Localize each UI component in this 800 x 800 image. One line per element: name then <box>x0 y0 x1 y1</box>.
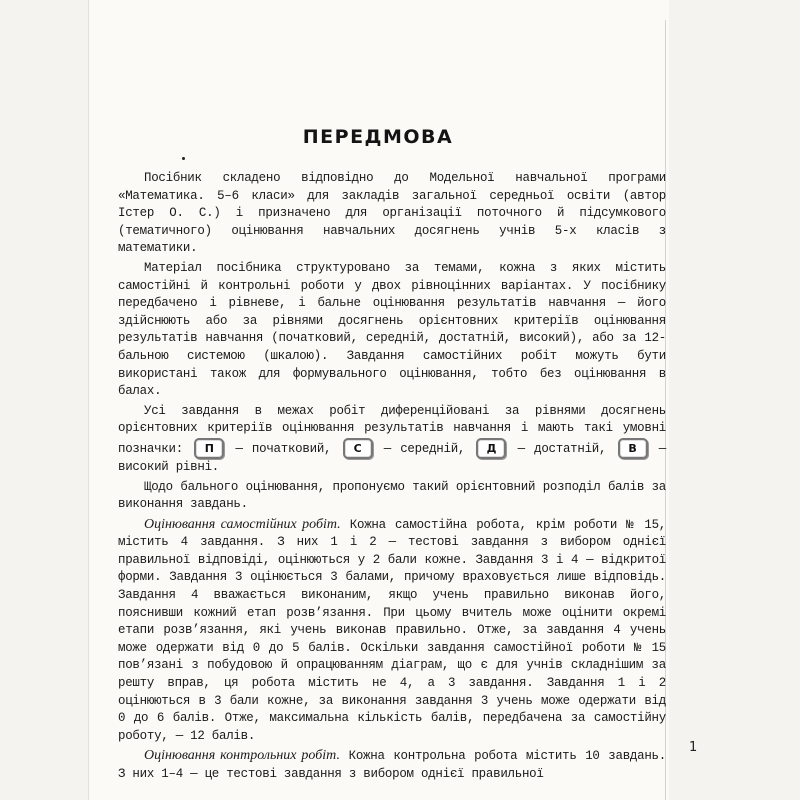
paragraph-3-text: Усі завдання в межах робіт диференційовані за рівнями досягнень орієнтовних критеріїв оцінювання результатів навчання і мають такі умовні позначки: <box>118 403 666 456</box>
level-badge-initial: П <box>194 438 224 459</box>
page-number: 1 <box>689 740 698 755</box>
paragraph-3 <box>118 403 666 477</box>
body-text <box>118 170 666 784</box>
level-badge-high: В <box>618 438 648 459</box>
paragraph-2: Матеріал посібника структуровано за темами, кожна з яких містить самостійні й контрольні роботи у двох рівноцінних варіантах. У посібнику передбачено і рівневе, і бальне оцінювання результатів навчання — його здійснюють або за рівнями досягнень орієнтовних критеріїв оцінювання результатів навчання (початковий, середній, достатній, високий), або за 12-бальною системою (шкалою). Завдання самостійних робіт можуть бути використані також для формувального оцінювання, тобто без оцінювання в балах. <box>118 260 666 399</box>
paragraph-5 <box>118 516 666 746</box>
paragraph-5-heading: Оцінювання самостійних робіт. <box>144 516 341 532</box>
paragraph-5-text: Кожна самостійна робота, крім роботи № 15, містить 4 завдання. З них 1 і 2 — тестові завдання з вибором однієї правильної відповіді, оцінюються у 2 бали кожне. Завдання 3 і 4 — відкритої форми. Завдання 3 оцінюється 3 балами, причому враховується лише відповідь. Завдання 4 вважається виконаним, якщо учень правильно виконав його, пояснивши кожний етап розв’язання. При цьому вчитель може оцінити окремі етапи розв’язання, які учень виконав правильно. Отже, за завдання 4 учень може одержати від 0 до 5 балів. Оскільки завдання самостійної роботи № 15 пов’язані з побудовою й опрацюванням діаграм, що є для учнів складнішим за решту вправ, ця робота містить не 4, а 3 завдання. Завдання 1 і 2 оцінюються в 3 бали кожне, за виконання завдання 3 учень може одержати від 0 до 6 балів. Отже, максимальна кількість балів, передбачена за самостійну роботу, — 12 балів. <box>118 517 666 743</box>
level-high-label: — високий рівні. <box>118 441 666 474</box>
level-medium-label: — середній, <box>383 441 466 456</box>
paragraph-6-heading: Оцінювання контрольних робіт. <box>144 748 340 764</box>
decorative-dot <box>182 157 185 160</box>
paragraph-4: Щодо бального оцінювання, пропонуємо такий орієнтовний розподіл балів за виконання завдань. <box>118 479 666 512</box>
level-badge-sufficient: Д <box>476 438 506 459</box>
level-initial-label: — початковий, <box>235 441 332 456</box>
paragraph-6-text: Кожна контрольна робота містить 10 завдань. З них 1–4 — це тестові завдання з вибором однієї правильної <box>118 749 666 781</box>
page-title: ПЕРЕДМОВА <box>302 126 454 148</box>
paragraph-6 <box>118 747 666 783</box>
level-sufficient-label: — достатній, <box>517 441 607 456</box>
paragraph-1: Посібник складено відповідно до Модельної навчальної програми «Математика. 5–6 класи» для закладів загальної середньої освіти (автор Істер О. С.) і призначено для організації поточного й підсумкового (тематичного) оцінювання навчальних досягнень учнів 5-х класів з математики. <box>118 171 666 256</box>
level-badge-medium: С <box>343 438 373 459</box>
